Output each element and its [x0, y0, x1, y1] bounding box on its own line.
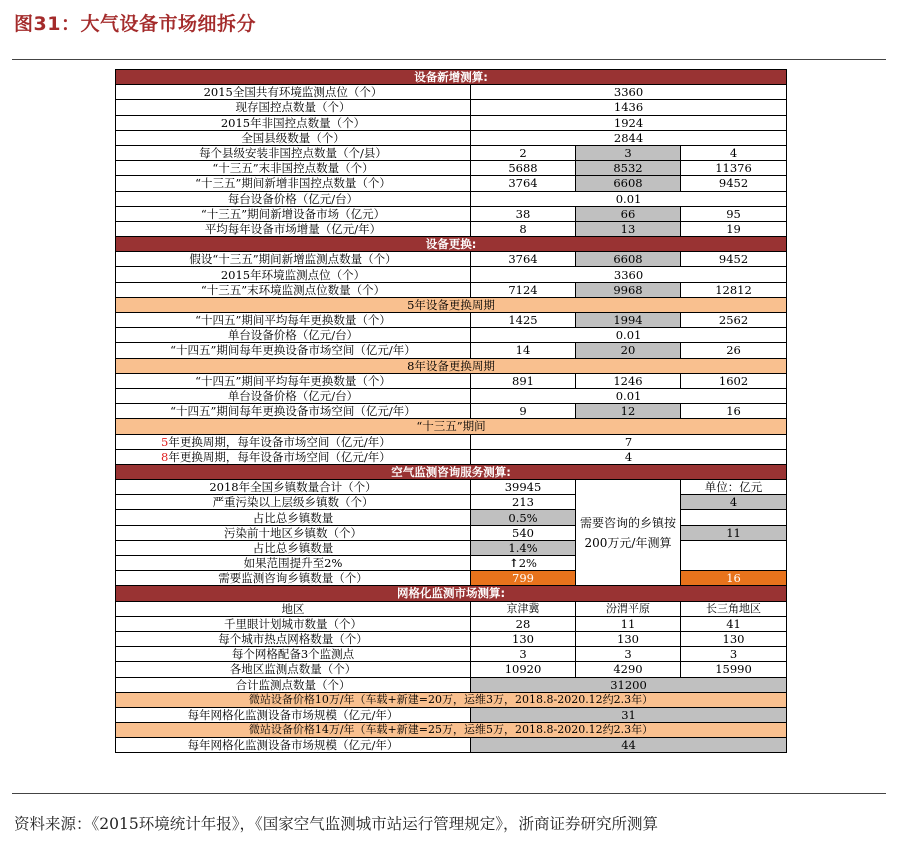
table-header-row [116, 601, 787, 616]
table-row [116, 707, 787, 722]
row-label: 合计监测点数量（个） [116, 677, 471, 692]
row-label: 2015全国共有环境监测点位（个） [116, 85, 471, 100]
page-title: 图31：大气设备市场细拆分 [14, 13, 256, 35]
row-label: 全国县级数量（个） [116, 130, 471, 145]
row-label: “十四五”期间平均每年更换数量（个） [116, 373, 471, 388]
cell-jjj: 3 [471, 647, 576, 662]
assumption-note: 微站设备价格14万/年（车载+新建=25万，运维5万，2018.8-2020.12约2.3年） [116, 723, 787, 738]
assumption-note: 微站设备价格10万/年（车载+新建=20万，运维3万，2018.8-2020.12约2.3年） [116, 692, 787, 707]
table-row [116, 145, 787, 160]
row-label: 每个县级安装非国控点数量（个/县） [116, 145, 471, 160]
table-row [116, 631, 787, 646]
cell-value: 1436 [471, 100, 787, 115]
cell-value: 799 [471, 571, 576, 586]
cell-mid: 12 [576, 404, 681, 419]
section-title: 设备更换: [116, 237, 787, 252]
table-row [116, 556, 787, 571]
row-label: “十四五”期间平均每年更换数量（个） [116, 313, 471, 328]
cell-jjj: 28 [471, 616, 576, 631]
section-header-5yr-cycle [116, 297, 787, 312]
cycle-years: 5 [161, 434, 169, 449]
table-row [116, 540, 787, 555]
section-title: 设备新增测算: [116, 70, 787, 85]
cell-mid: 6608 [576, 252, 681, 267]
table-row [116, 206, 787, 221]
row-label: 单台设备价格（亿元/台） [116, 388, 471, 403]
section-title: 空气监测咨询服务测算: [116, 464, 787, 479]
cell-mid: 8532 [576, 161, 681, 176]
cycle-years: 8 [161, 449, 169, 464]
assumption-row [116, 692, 787, 707]
cell-low: 14 [471, 343, 576, 358]
cell-high: 9452 [681, 252, 787, 267]
cell-value: 0.01 [471, 191, 787, 206]
cell-high: 2562 [681, 313, 787, 328]
row-label: 占比总乡镇数量 [116, 540, 471, 555]
cell-value: 7 [471, 434, 787, 449]
cell-value: 540 [471, 525, 576, 540]
cell-low: 3764 [471, 252, 576, 267]
cell-low: 1425 [471, 313, 576, 328]
section-header-8yr-cycle [116, 358, 787, 373]
table-row [116, 449, 787, 464]
cell-high: 16 [681, 404, 787, 419]
cell-low: 38 [471, 206, 576, 221]
cell-value: 39945 [471, 480, 576, 495]
table-row [116, 191, 787, 206]
cell-mid: 20 [576, 343, 681, 358]
cell-jjj: 10920 [471, 662, 576, 677]
cell-value: 0.5% [471, 510, 576, 525]
row-label [116, 449, 471, 464]
row-label: 平均每年设备市场增量（亿元/年） [116, 221, 471, 236]
table-row [116, 282, 787, 297]
cell-fw: 11 [576, 616, 681, 631]
title-divider [12, 59, 886, 60]
table-row [116, 510, 787, 525]
row-label [116, 434, 471, 449]
cell-low: 2 [471, 145, 576, 160]
cell-jjj: 130 [471, 631, 576, 646]
cell-value: 213 [471, 495, 576, 510]
cell-csj: 41 [681, 616, 787, 631]
cell-market: 44 [471, 738, 787, 753]
row-label: 每台设备价格（亿元/台） [116, 191, 471, 206]
row-label: 假设“十三五”期间新增监测点数量（个） [116, 252, 471, 267]
row-label: 需要监测咨询乡镇数量（个） [116, 571, 471, 586]
table-row [116, 388, 787, 403]
table-row [116, 85, 787, 100]
table-row [116, 738, 787, 753]
cell-mid: 66 [576, 206, 681, 221]
section-title: 8年设备更换周期 [116, 358, 787, 373]
col-header: 地区 [116, 601, 471, 616]
cell-low: 8 [471, 221, 576, 236]
cell-value [471, 556, 576, 571]
cell-mid: 1994 [576, 313, 681, 328]
section-header-13th-fyp [116, 419, 787, 434]
table-row [116, 373, 787, 388]
section-header-grid-monitoring [116, 586, 787, 601]
table-row [116, 480, 787, 495]
row-label: “十四五”期间每年更换设备市场空间（亿元/年） [116, 343, 471, 358]
cell-mid: 9968 [576, 282, 681, 297]
row-label: 污染前十地区乡镇数（个） [116, 525, 471, 540]
consulting-note: 需要咨询的乡镇按200万元/年测算 [576, 480, 681, 586]
cell-csj: 3 [681, 647, 787, 662]
section-header-new-equipment [116, 70, 787, 85]
cell-value: 0.01 [471, 388, 787, 403]
cell-fw: 4290 [576, 662, 681, 677]
unit-label: 单位：亿元 [681, 480, 787, 495]
cell-mid: 3 [576, 145, 681, 160]
table-row [116, 616, 787, 631]
cell-fw: 130 [576, 631, 681, 646]
row-label: 每个城市热点网格数量（个） [116, 631, 471, 646]
row-label: “十四五”期间每年更换设备市场空间（亿元/年） [116, 404, 471, 419]
cell-low: 891 [471, 373, 576, 388]
cell-mid: 6608 [576, 176, 681, 191]
cell-value-text: 2% [518, 556, 537, 571]
section-title: 5年设备更换周期 [116, 297, 787, 312]
row-label: 每年网格化监测设备市场规模（亿元/年） [116, 738, 471, 753]
cell-empty [681, 540, 787, 555]
row-label: 2015年环境监测点位（个） [116, 267, 471, 282]
cell-empty [681, 510, 787, 525]
cell-csj: 15990 [681, 662, 787, 677]
table-row [116, 252, 787, 267]
cell-low: 7124 [471, 282, 576, 297]
row-label: 单台设备价格（亿元/台） [116, 328, 471, 343]
table-row [116, 161, 787, 176]
cell-high: 11376 [681, 161, 787, 176]
cell-market: 11 [681, 525, 787, 540]
row-label: 如果范围提升至2% [116, 556, 471, 571]
source-note: 资料来源：《2015环境统计年报》，《国家空气监测城市站运行管理规定》，浙商证券研究所测算 [14, 815, 658, 833]
table-row [116, 313, 787, 328]
col-header: 京津冀 [471, 601, 576, 616]
cell-value: 3360 [471, 267, 787, 282]
arrow-up-icon: ↑ [509, 556, 519, 571]
assumption-row [116, 723, 787, 738]
col-header: 汾渭平原 [576, 601, 681, 616]
row-label: 严重污染以上层级乡镇数（个） [116, 495, 471, 510]
source-divider [12, 793, 886, 794]
cell-high: 4 [681, 145, 787, 160]
row-label: “十三五”期间新增设备市场（亿元） [116, 206, 471, 221]
cell-value: 2844 [471, 130, 787, 145]
cell-total: 31200 [471, 677, 787, 692]
table-row [116, 677, 787, 692]
section-header-replacement [116, 237, 787, 252]
cell-value: 0.01 [471, 328, 787, 343]
row-label: 各地区监测点数量（个） [116, 662, 471, 677]
cell-low: 9 [471, 404, 576, 419]
row-label: “十三五”末环境监测点位数量（个） [116, 282, 471, 297]
col-header: 长三角地区 [681, 601, 787, 616]
table-row [116, 662, 787, 677]
cell-value: 3360 [471, 85, 787, 100]
row-label: 2018年全国乡镇数量合计（个） [116, 480, 471, 495]
section-title: “十三五”期间 [116, 419, 787, 434]
cell-value: 1.4% [471, 540, 576, 555]
row-label: “十三五”末非国控点数量（个） [116, 161, 471, 176]
cell-high: 1602 [681, 373, 787, 388]
table-row [116, 647, 787, 662]
table-row [116, 404, 787, 419]
table-row [116, 115, 787, 130]
cell-market: 31 [471, 707, 787, 722]
row-label-text: 年更换周期，每年设备市场空间（亿元/年） [168, 434, 391, 449]
table-row [116, 525, 787, 540]
row-label: 占比总乡镇数量 [116, 510, 471, 525]
cell-market: 4 [681, 495, 787, 510]
cell-high: 12812 [681, 282, 787, 297]
table-row [116, 343, 787, 358]
table-row [116, 267, 787, 282]
cell-fw: 3 [576, 647, 681, 662]
cell-high: 26 [681, 343, 787, 358]
table-row [116, 176, 787, 191]
cell-low: 5688 [471, 161, 576, 176]
row-label-text: 年更换周期，每年设备市场空间（亿元/年） [168, 449, 391, 464]
row-label: 每年网格化监测设备市场规模（亿元/年） [116, 707, 471, 722]
cell-value: 4 [471, 449, 787, 464]
market-breakdown-table [115, 69, 787, 753]
section-header-consulting [116, 464, 787, 479]
row-label: “十三五”期间新增非国控点数量（个） [116, 176, 471, 191]
cell-high: 19 [681, 221, 787, 236]
row-label: 千里眼计划城市数量（个） [116, 616, 471, 631]
cell-high: 95 [681, 206, 787, 221]
row-label: 现存国控点数量（个） [116, 100, 471, 115]
row-label: 2015年非国控点数量（个） [116, 115, 471, 130]
table-row [116, 434, 787, 449]
cell-market: 16 [681, 571, 787, 586]
table-row [116, 571, 787, 586]
table-row [116, 328, 787, 343]
section-title: 网格化监测市场测算: [116, 586, 787, 601]
row-label: 每个网格配备3个监测点 [116, 647, 471, 662]
cell-mid: 1246 [576, 373, 681, 388]
cell-csj: 130 [681, 631, 787, 646]
table-row [116, 495, 787, 510]
cell-value: 1924 [471, 115, 787, 130]
cell-low: 3764 [471, 176, 576, 191]
cell-mid: 13 [576, 221, 681, 236]
table-row [116, 100, 787, 115]
cell-empty [681, 556, 787, 571]
cell-high: 9452 [681, 176, 787, 191]
table-row [116, 221, 787, 236]
table-row [116, 130, 787, 145]
